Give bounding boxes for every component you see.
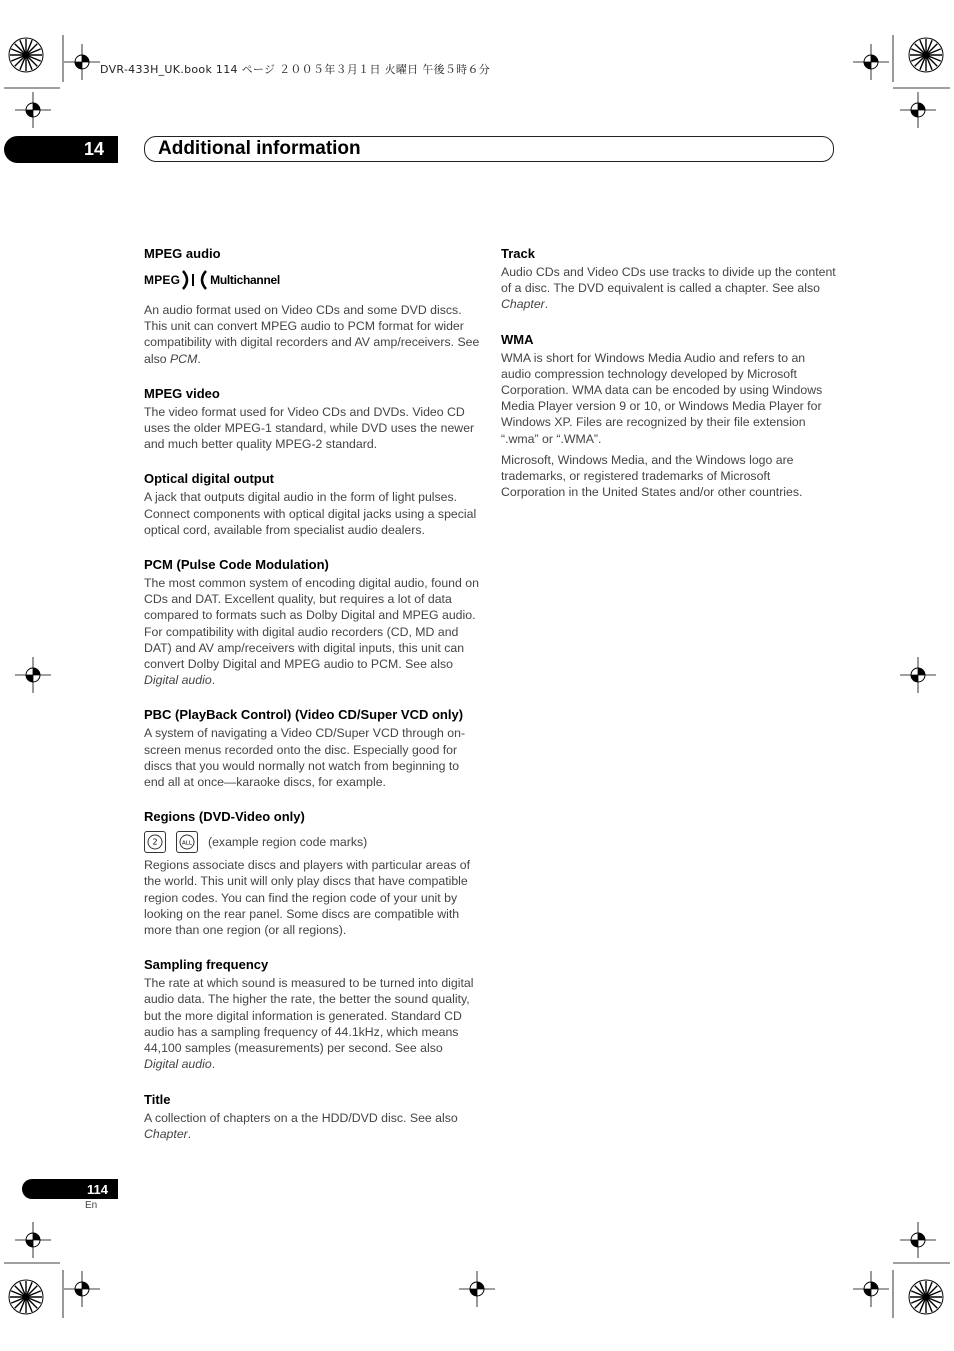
definition-text: Microsoft, Windows Media, and the Windows logo are trademarks, or registered trademarks of Microsoft Corporation in the United States and/or other countries. <box>501 452 803 500</box>
glossary-definition <box>501 264 837 313</box>
glossary-definition <box>144 975 480 1072</box>
cross-reference: Digital audio <box>144 1057 212 1072</box>
mpeg-multichannel-logo <box>144 268 480 292</box>
definition-text: The most common system of encoding digital audio, found on CDs and DAT. Excellent quality, but requires a lot of data compared to formats such as Dolby Digital and MPEG audio. For compatibility with digital audio recorders (CD, MD and DAT) and AV amp/receivers with digital inputs, this unit can convert Dolby Digital and MPEG audio to PCM. See also <box>144 576 479 672</box>
definition-text: . <box>187 1126 192 1141</box>
definition-text: A system of navigating a Video CD/Super VCD through on-screen menus recorded onto the disc. Especially good for discs that you would normally not watch from beginning to end all at once—karaoke discs, for example. <box>144 726 466 790</box>
logo-text-mpeg: MPEG <box>144 273 181 287</box>
glossary-entry-mpeg-audio <box>144 245 480 367</box>
glossary-term: WMA <box>501 331 534 347</box>
glossary-entry-wma <box>501 331 837 501</box>
cross-reference: Digital audio <box>144 673 212 688</box>
sound-waves-icon <box>180 269 210 291</box>
glossary-definition <box>144 725 480 790</box>
glossary-entry-track <box>501 245 837 313</box>
glossary-entry-title <box>144 1091 480 1142</box>
definition-text: The rate at which sound is measured to be turned into digital audio data. The higher the rate, the better the sound quality, but the more digital information is generated. Standard CD audio has a sampling frequency of 44.1kHz, which means 44,100 samples (measurements) per second. See also <box>144 976 474 1056</box>
glossary-definition <box>144 489 480 538</box>
region-mark-label: 2 <box>152 837 158 847</box>
glossary-right-column <box>501 245 837 518</box>
glossary-definition <box>144 404 480 453</box>
definition-text: A collection of chapters on a the HDD/DVD disc. See also <box>144 1110 458 1125</box>
glossary-term: PCM (Pulse Code Modulation) <box>144 557 329 573</box>
cross-reference: PCM <box>169 351 198 366</box>
language-code: En <box>85 1200 98 1211</box>
region-marks-caption: (example region code marks) <box>208 835 368 850</box>
glossary-term: MPEG video <box>144 385 220 401</box>
glossary-definition <box>501 452 837 501</box>
definition-text: . <box>197 351 201 366</box>
glossary-entry-mpeg-video <box>144 385 480 453</box>
page-number: 114 <box>22 1179 118 1199</box>
glossary-definition <box>144 1110 480 1142</box>
glossary-term: Sampling frequency <box>144 957 269 973</box>
glossary-term: PBC (PlayBack Control) (Video CD/Super VCD only) <box>144 707 464 723</box>
chapter-title: Additional information <box>144 136 834 162</box>
definition-text: The video format used for Video CDs and DVDs. Video CD uses the older MPEG-1 standard, while DVD uses the newer and much better quality MPEG-2 standard. <box>144 404 475 452</box>
chapter-number-tab: 14 <box>4 136 118 163</box>
glossary-entry-regions <box>144 808 480 938</box>
glossary-entry-pbc <box>144 706 480 790</box>
cross-reference: Chapter <box>501 297 545 312</box>
print-header: DVR-433H_UK.book 114 ページ ２００５年３月１日 火曜日 午後５時６分 <box>100 63 491 76</box>
glossary-definition <box>144 302 480 367</box>
cross-reference: Chapter <box>144 1126 188 1141</box>
glossary-term: Title <box>144 1091 171 1107</box>
glossary-term: Optical digital output <box>144 471 274 487</box>
definition-text: Audio CDs and Video CDs use tracks to divide up the content of a disc. The DVD equivalent is called a chapter. See also <box>501 265 836 296</box>
region-mark-icon <box>176 831 198 853</box>
glossary-definition <box>501 350 837 447</box>
glossary-entry-sampling-frequency <box>144 956 480 1072</box>
glossary-definition <box>144 575 480 688</box>
definition-text: An audio format used on Video CDs and some DVD discs. This unit can convert MPEG audio to PCM format for wider compatibility with digital recorders and AV amp/receivers. See also <box>144 303 480 366</box>
definition-text: WMA is short for Windows Media Audio and refers to an audio compression technology developed by Microsoft Corporation. WMA data can be encoded by using Windows Media Player version 9 or 10, or Windows Media Player for Windows XP. Files are recognized by their file extension “.wma” or “.WMA”. <box>501 350 823 446</box>
definition-text: . <box>544 297 549 312</box>
definition-text: . <box>211 1057 216 1072</box>
glossary-term: Regions (DVD-Video only) <box>144 809 305 825</box>
glossary-term: Track <box>501 246 535 261</box>
region-code-marks <box>144 831 480 853</box>
region-mark-icon <box>144 831 166 853</box>
definition-text: . <box>211 673 216 688</box>
glossary-definition <box>144 857 480 938</box>
definition-text: Regions associate discs and players with particular areas of the world. This unit will only play discs that have compatible region codes. You can find the region code of your unit by looking on the rear panel. Some discs are compatible with more than one region (or all regions). <box>144 858 471 938</box>
glossary-term: MPEG audio <box>144 246 221 261</box>
region-mark-label: ALL <box>182 840 192 847</box>
definition-text: A jack that outputs digital audio in the form of light pulses. Connect components with optical digital jacks using a special optical cord, available from specialist audio dealers. <box>144 490 477 537</box>
glossary-left-column <box>144 245 480 1160</box>
glossary-entry-optical-digital-output <box>144 470 480 538</box>
logo-text-multichannel: Multichannel <box>210 273 280 287</box>
glossary-entry-pcm <box>144 556 480 688</box>
